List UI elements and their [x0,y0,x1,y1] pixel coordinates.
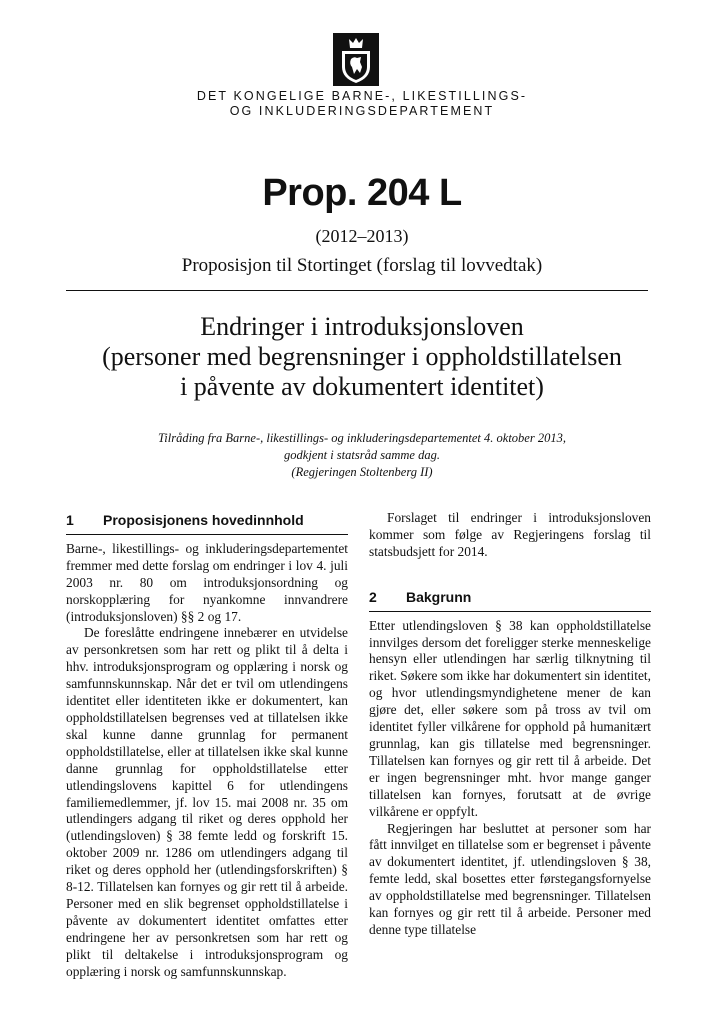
recommendation-line2: godkjent i statsråd samme dag. [284,448,440,462]
section2-heading [369,589,651,612]
section1-heading [66,512,348,535]
section1-number: 1 [66,512,74,528]
proposition-number: Prop. 204 L [262,172,462,214]
main-title-line1: Endringer i introduksjonsloven [200,312,524,341]
ministry-name-line1: DET KONGELIGE BARNE-, LIKESTILLINGS- [196,89,528,103]
main-title-line2: (personer med begrensninger i oppholdstillatelsen [102,342,622,371]
recommendation-line1: Tilråding fra Barne-, likestillings- og inkluderingsdepartementet 4. oktober 2013, [158,431,566,445]
document-type: Proposisjon til Stortinget (forslag til lovvedtak) [181,255,543,276]
section1-paragraph3: Forslaget til endringer i introduksjonsloven kommer som følge av Regjeringens forslag til statsbudsjett for 2014. [369,510,651,559]
section2-title: Bakgrunn [406,588,472,605]
right-column [369,510,651,939]
ministry-name-line2: OG INKLUDERINGSDEPARTEMENT [229,104,495,118]
section2-paragraph2: Regjeringen har besluttet at personer som har fått innvilget en tillatelse som er begrenset i påvente av dokumentert identitet, jf. utlendingsloven § 38, femte ledd, skal bosettes etter førstegangsfornyelse av oppholdstillatelse med begrensninger. Tillatelsen kan fornyes og gir rett til å arbeide. Personer med denne type tillatelse [369,820,651,937]
title-divider [66,290,648,291]
left-column [66,512,348,980]
section1-paragraph2: De foreslåtte endringene innebærer en utvidelse av personkretsen som har rett og plikt til å delta i hhv. introduksjonsprogram og opplæring i norsk og samfunnskunnskap. Når det er tvil om utlendingens identitet eller identiteten ikke er dokumentert, kan oppholdstillatelsen begrenses ved at tillatelsen ikke skal kunne danne grunnlag for permanent oppholdstillatelse, eller at tillatelsen ikke skal kunne danne grunnlag for oppholdstillatelse etter utlendingslovens kapittel 6 for utlendingens familiemedlemmer, jf. lov 15. mai 2008 nr. 35 om utlendingers adgang til riket og deres opphold her (utlendingsloven) § 38 femte ledd og forskrift 15. oktober 2009 nr. 1286 om utlendingers adgang til riket og deres opphold her (utlendingsforskriften) § 8-12. Tillatelsen kan fornyes og gir rett til å arbeide. Personer med en slik begrenset oppholdstillatelse i påvente av dokumentert identitet omfattes etter endringene her av personkretsen som har rett og plikt til deltakelse i introduksjonsprogram og opplæring i norsk og samfunnskunnskap. [66,625,348,979]
section1-title: Proposisjonens hovedinnhold [103,512,304,528]
recommendation-line3: (Regjeringen Stoltenberg II) [291,465,433,479]
section1-paragraph1: Barne-, likestillings- og inkluderingsdepartementet fremmer med dette forslag om endringer i lov 4. juli 2003 nr. 80 om introduksjonsordning og norskopplæring for nyankomne innvandrere (introduksjonsloven) §§ 2 og 17. [66,540,348,624]
coat-of-arms-icon [333,33,379,86]
section2-number: 2 [369,588,377,605]
main-title-line3: i påvente av dokumentert identitet) [180,372,544,401]
session-years: (2012–2013) [315,226,409,246]
section2-paragraph1: Etter utlendingsloven § 38 kan oppholdstillatelse innvilges dersom det foreligger sterke menneskelige hensyn eller utlendingen har særlig tilknytning til riket. Søkere som ikke har dokumentert sin identitet, og hvor utlendingsmyndighetene mener de kan gjøre det, eller søkere som på tross av tvil om identitet fyller vilkårene for opphold på humanitært grunnlag, kan gis tillatelse med begrensninger. Tillatelsen kan fornyes og gir rett til å arbeide. Det er ingen begrensninger mht. hvor mange ganger tillatelsen kan fornyes, forutsatt at de øvrige vilkårene er oppfylt. [369,617,651,819]
